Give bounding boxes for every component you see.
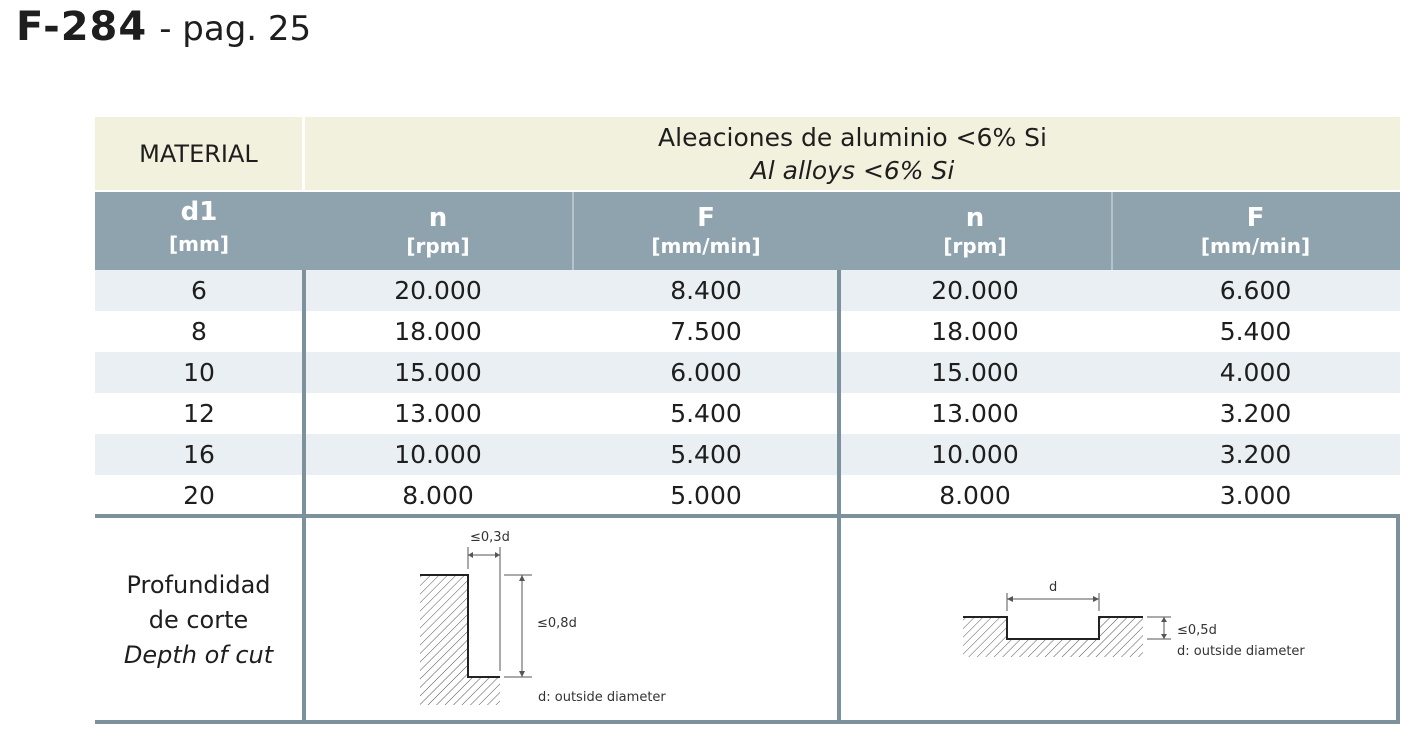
column-header-row <box>95 192 1400 270</box>
header-unit: [mm/min] <box>1200 234 1311 258</box>
cell-d1: 12 <box>183 399 215 428</box>
table-row <box>95 393 1400 434</box>
header-unit: [mm] <box>169 232 229 256</box>
section-rule <box>95 514 1400 518</box>
cell-f: 6.000 <box>670 358 742 387</box>
cell-n: 18.000 <box>394 317 482 346</box>
material-label: MATERIAL <box>139 139 258 168</box>
header-symbol: F <box>697 203 715 233</box>
axial-depth-label: ≤0,8d <box>537 616 577 631</box>
material-name-en: Al alloys <6% Si <box>750 156 955 185</box>
table-row <box>95 311 1400 352</box>
cell-f: 7.500 <box>670 317 742 346</box>
cell-f: 4.000 <box>1219 358 1292 387</box>
product-code: F-284 <box>16 4 148 50</box>
header-symbol: n <box>965 203 985 233</box>
cell-f: 3.200 <box>1219 440 1292 469</box>
cell-n: 15.000 <box>394 358 482 387</box>
cell-f: 8.400 <box>670 276 742 305</box>
header-unit: [mm/min] <box>651 234 761 258</box>
cell-f: 5.400 <box>670 440 742 469</box>
page-number: - pag. 25 <box>159 9 312 49</box>
table-right-border <box>1396 516 1400 724</box>
cell-d1: 20 <box>183 481 215 510</box>
header-symbol: d1 <box>180 197 218 227</box>
depth-label-es-line2: de corte <box>148 606 249 634</box>
column-divider <box>837 270 841 724</box>
cell-n: 18.000 <box>931 317 1019 346</box>
cell-n: 8.000 <box>939 481 1011 510</box>
depth-of-cut-label <box>95 568 302 673</box>
cell-f: 5.000 <box>670 481 742 510</box>
cell-n: 15.000 <box>931 358 1019 387</box>
cell-n: 20.000 <box>931 276 1019 305</box>
column-divider <box>302 270 306 724</box>
cell-d1: 6 <box>191 276 207 305</box>
radial-depth-label: ≤0,3d <box>470 530 510 545</box>
depth-label-en: Depth of cut <box>123 641 274 669</box>
material-name-es: Aleaciones de aluminio <6% Si <box>658 123 1047 152</box>
table-row <box>95 352 1400 393</box>
header-d1 <box>95 192 303 270</box>
header-symbol: F <box>1246 203 1265 233</box>
header-n-1 <box>303 192 573 270</box>
workpiece-hatch <box>420 575 500 705</box>
table-bottom-rule <box>95 720 1400 724</box>
cell-n: 20.000 <box>394 276 482 305</box>
page-title <box>16 4 311 56</box>
slot-width-label: d <box>1049 580 1058 595</box>
header-f-1 <box>573 192 839 270</box>
header-f-2 <box>1111 192 1400 270</box>
header-unit: [rpm] <box>406 234 470 258</box>
cell-f: 5.400 <box>1219 317 1292 346</box>
cell-d1: 10 <box>183 358 215 387</box>
cell-n: 8.000 <box>402 481 474 510</box>
cell-n: 10.000 <box>931 440 1019 469</box>
header-separator <box>572 192 574 270</box>
slot-milling-diagram <box>959 573 1319 673</box>
material-name <box>305 121 1400 187</box>
cell-n: 13.000 <box>931 399 1019 428</box>
diameter-note: d: outside diameter <box>1177 644 1305 659</box>
cell-d1: 8 <box>191 317 207 346</box>
cell-n: 10.000 <box>394 440 482 469</box>
side-milling-diagram <box>408 521 708 717</box>
header-separator <box>1111 192 1113 270</box>
header-unit: [rpm] <box>943 234 1007 258</box>
cell-f: 3.000 <box>1219 481 1292 510</box>
diameter-note: d: outside diameter <box>538 690 666 705</box>
cell-f: 6.600 <box>1219 276 1292 305</box>
slot-depth-label: ≤0,5d <box>1177 623 1217 638</box>
cell-d1: 16 <box>183 440 215 469</box>
table-row <box>95 270 1400 311</box>
cell-n: 13.000 <box>394 399 482 428</box>
table-row <box>95 475 1400 516</box>
cell-f: 5.400 <box>670 399 742 428</box>
table-row <box>95 434 1400 475</box>
workpiece-hatch <box>963 617 1143 657</box>
header-symbol: n <box>428 203 448 233</box>
depth-label-es-line1: Profundidad <box>126 571 271 599</box>
material-row <box>95 117 1400 190</box>
header-n-2 <box>839 192 1111 270</box>
cell-f: 3.200 <box>1219 399 1292 428</box>
